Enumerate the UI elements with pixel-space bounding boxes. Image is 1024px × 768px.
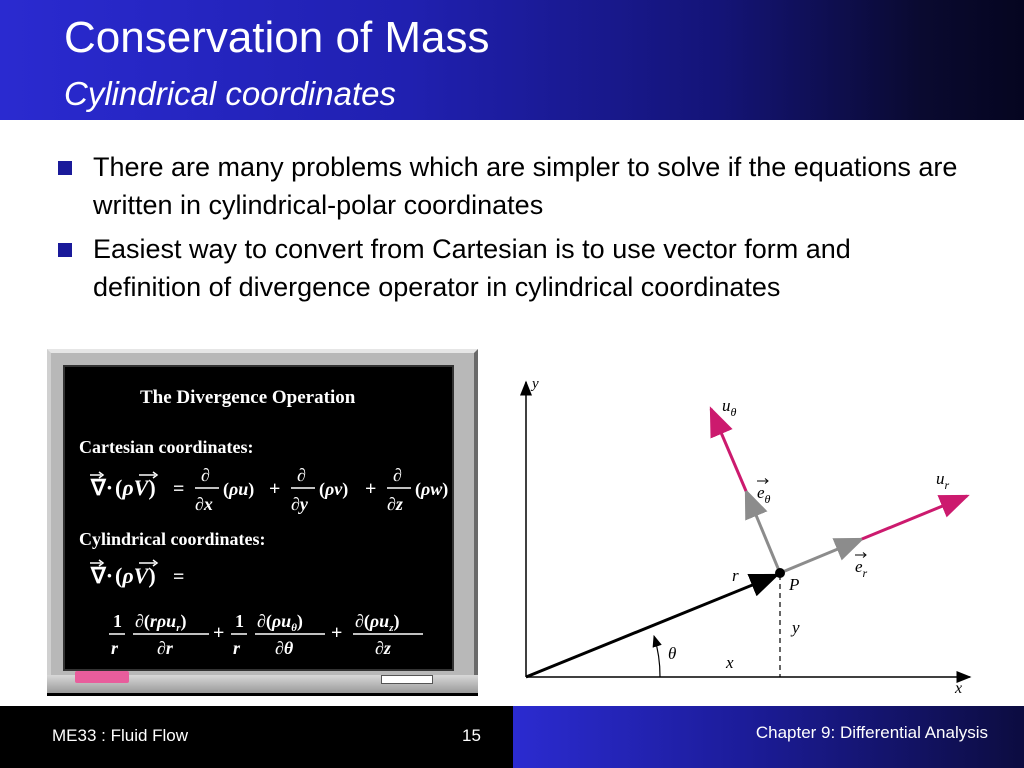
svg-text:+: + [331, 622, 343, 644]
svg-text:∂: ∂ [201, 465, 210, 485]
u-r-subscript: r [944, 478, 950, 492]
svg-text:uθ [722, 396, 737, 419]
point-p-label: P [789, 575, 800, 594]
bullet-item [58, 148, 958, 224]
svg-text:r: r [233, 638, 241, 658]
svg-text:(ρw): (ρw) [415, 479, 449, 499]
svg-text:1: 1 [235, 611, 244, 631]
svg-text:∂θ: ∂θ [275, 638, 294, 658]
svg-text:ur [936, 469, 950, 492]
footer-bar [0, 706, 1024, 768]
svg-text:∂x: ∂x [195, 494, 213, 514]
u-r-vector [862, 496, 967, 539]
svg-text:=: = [173, 566, 185, 588]
bullet-text: There are many problems which are simpler to solve if the equations are written in cylindrical-polar coordinates [93, 152, 958, 220]
chalkboard-surface [63, 365, 454, 671]
chalkboard-figure [47, 349, 478, 697]
u-r-label: u [936, 469, 945, 488]
svg-text:+: + [213, 622, 225, 644]
e-r-subscript: r [862, 566, 868, 580]
svg-text:∂y: ∂y [291, 494, 308, 514]
position-vector [526, 575, 777, 677]
svg-text:eθ [757, 483, 771, 506]
svg-text:er [855, 557, 868, 580]
y-projection-label: y [792, 618, 800, 637]
svg-text:(ρu): (ρu) [223, 479, 255, 499]
bullet-text: Easiest way to convert from Cartesian is to use vector form and definition of divergence operator in cylindrical coordinates [93, 234, 851, 302]
e-r-label-group [855, 553, 868, 581]
y-axis-label: y [532, 376, 539, 392]
svg-text:+: + [269, 478, 281, 500]
svg-text:1: 1 [113, 611, 122, 631]
e-theta-label-group [757, 479, 771, 507]
svg-text:∂(ρuθ): $\partial(\rho u_\theta)$ [257, 611, 303, 634]
page-number: 15 [462, 726, 481, 745]
svg-text:∂: ∂ [393, 465, 402, 485]
svg-text:∂(rρur): ∂(rρu$_r$) [135, 611, 187, 634]
board-heading: The Divergence Operation [140, 387, 356, 408]
point-p-marker [775, 568, 785, 578]
svg-text:(ρv): (ρv) [319, 479, 349, 499]
polar-coordinate-diagram [505, 370, 975, 700]
svg-text:(ρV): (ρV) [115, 475, 156, 500]
e-theta-subscript: θ [764, 492, 771, 506]
title-banner [0, 0, 1024, 120]
bullet-list [58, 148, 958, 312]
slide-title: Conservation of Mass [64, 13, 490, 62]
chapter-label: Chapter 9: Differential Analysis [755, 723, 988, 742]
svg-text:+: + [365, 478, 377, 500]
svg-text:(ρV): (ρV) [115, 563, 156, 588]
svg-text:∇·: ∇· [91, 563, 114, 588]
chapter-panel [513, 706, 1024, 768]
u-theta-subscript: θ [730, 405, 737, 419]
cylindrical-equation [87, 551, 467, 661]
svg-text:∂z: ∂z [375, 638, 391, 658]
e-theta-vector [746, 491, 780, 573]
cylindrical-label: Cylindrical coordinates: [79, 529, 266, 549]
svg-text:∂z: ∂z [387, 494, 403, 514]
u-theta-label: u [722, 396, 731, 415]
svg-text:∂: ∂ [297, 465, 306, 485]
svg-text:∇·: ∇· [91, 475, 114, 500]
chalk-piece [75, 671, 129, 683]
e-theta-label: e [757, 483, 765, 502]
svg-text:r: r [111, 638, 119, 658]
cartesian-label: Cartesian coordinates: [79, 437, 254, 457]
svg-text:=: = [173, 478, 185, 500]
u-theta-vector [711, 409, 746, 491]
e-r-vector [780, 539, 862, 573]
theta-arc [654, 636, 660, 677]
bullet-square-icon [58, 161, 72, 175]
svg-text:∂(ρuz): $\partial(\rho u_z)$ [355, 611, 400, 634]
eraser [381, 675, 433, 684]
r-label: r [732, 566, 739, 585]
course-label: ME33 : Fluid Flow [52, 726, 189, 745]
bullet-item [58, 230, 958, 306]
x-axis-label: x [955, 680, 963, 697]
e-r-label: e [855, 557, 863, 576]
slide-subtitle: Cylindrical coordinates [64, 75, 396, 112]
x-projection-label: x [726, 653, 734, 672]
bullet-square-icon [58, 243, 72, 257]
theta-label: θ [668, 644, 677, 663]
cartesian-equation [87, 459, 467, 519]
svg-text:∂r: ∂r [157, 638, 173, 658]
